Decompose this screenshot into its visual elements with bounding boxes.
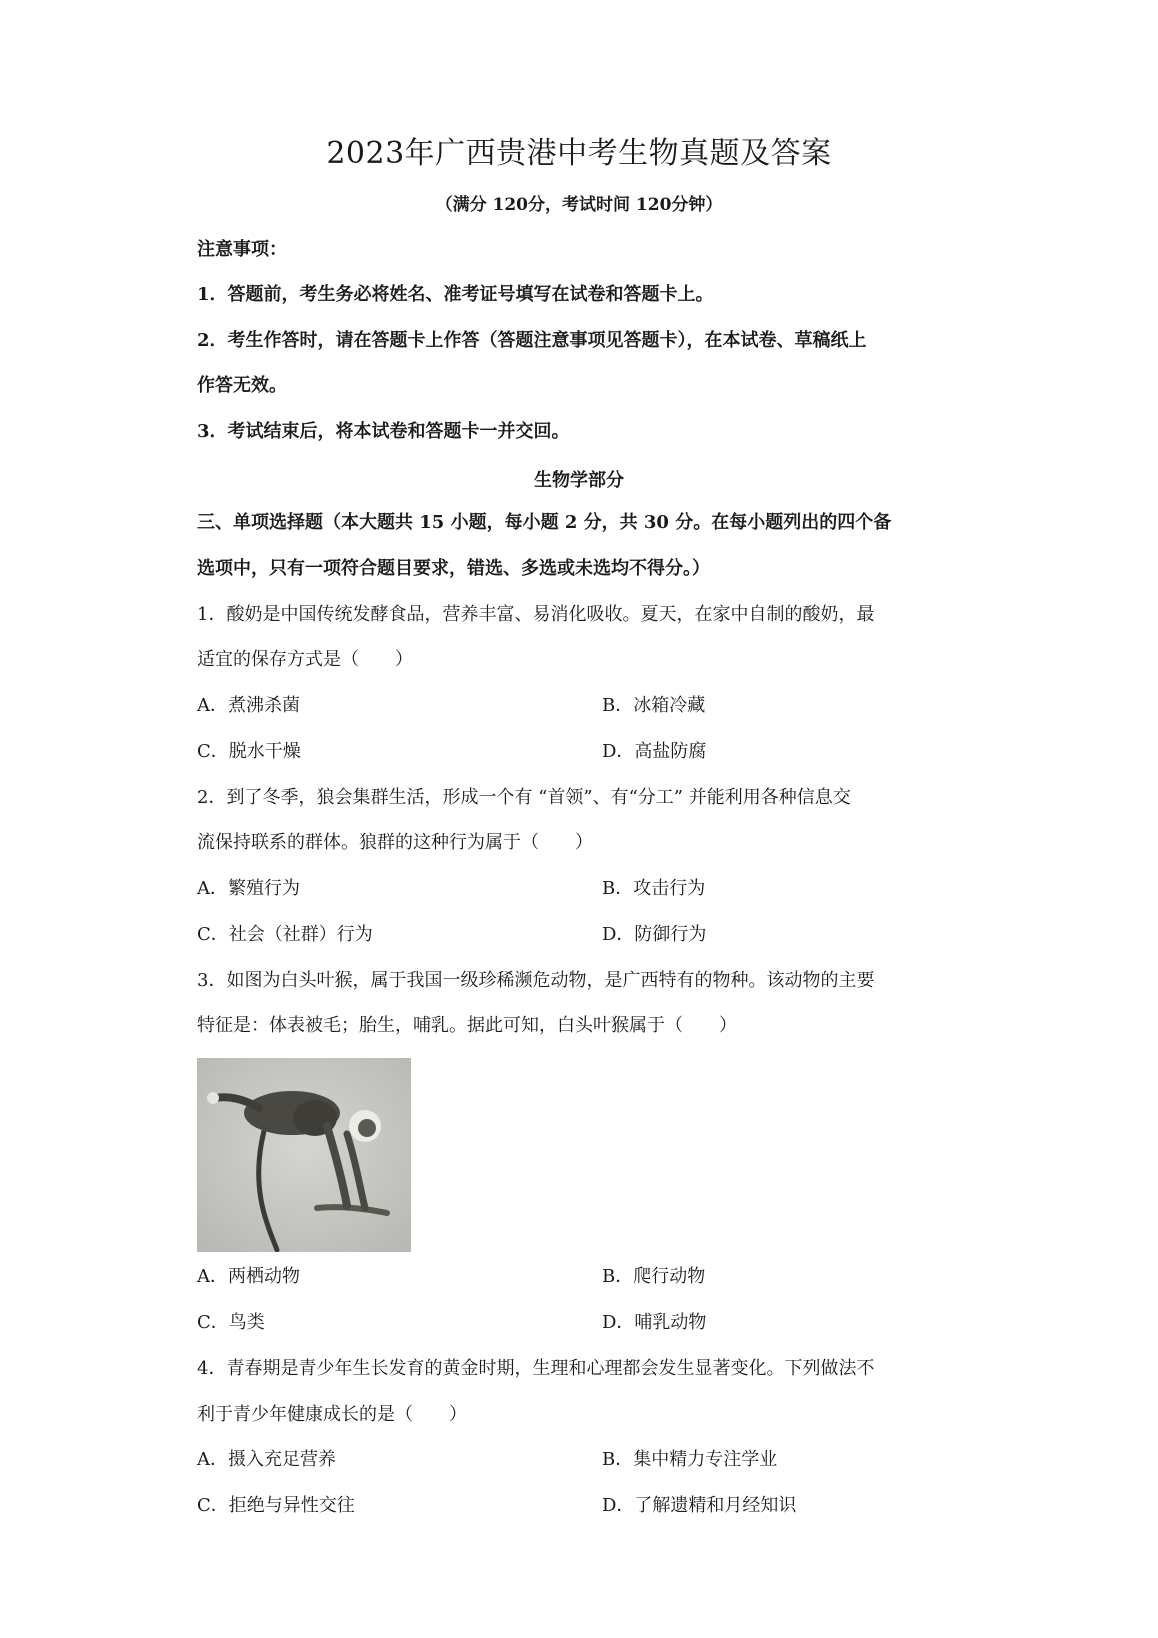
question-1-option-d: D．高盐防腐	[602, 741, 707, 762]
section-title: 生物学部分	[534, 470, 624, 491]
white-headed-langur-photo	[197, 1058, 411, 1252]
question-1-line-2: 适宜的保存方式是（ ）	[197, 649, 413, 670]
section-heading-line-1: 三、单项选择题（本大题共 15 小题，每小题 2 分，共 30 分。在每小题列出的四个备	[197, 512, 892, 533]
question-2-line-1: 2．到了冬季，狼会集群生活，形成一个有 “首领”、有“分工” 并能利用各种信息交	[197, 787, 851, 808]
question-2-option-b: B．攻击行为	[602, 878, 706, 899]
question-3-option-c: C．鸟类	[197, 1312, 265, 1333]
question-2-option-a: A．繁殖行为	[197, 878, 300, 899]
question-1-line-1: 1．酸奶是中国传统发酵食品，营养丰富、易消化吸收。夏天，在家中自制的酸奶，最	[197, 604, 875, 625]
notice-item-1: 1．答题前，考生务必将姓名、准考证号填写在试卷和答题卡上。	[197, 284, 714, 305]
question-3-option-a: A．两栖动物	[197, 1266, 300, 1287]
document-subtitle: （满分 120分，考试时间 120分钟）	[435, 195, 723, 215]
question-2-option-d: D．防御行为	[602, 924, 707, 945]
notice-heading: 注意事项：	[197, 239, 287, 260]
document-title: 2023年广西贵港中考生物真题及答案	[326, 136, 832, 171]
notice-item-3: 3．考试结束后，将本试卷和答题卡一并交回。	[197, 421, 570, 442]
question-4-option-a: A．摄入充足营养	[197, 1449, 336, 1470]
question-2-option-c: C．社会（社群）行为	[197, 924, 373, 945]
question-1-option-c: C．脱水干燥	[197, 741, 301, 762]
question-4-option-c: C．拒绝与异性交往	[197, 1495, 355, 1516]
question-4-line-2: 利于青少年健康成长的是（ ）	[197, 1404, 467, 1425]
question-3-option-b: B．爬行动物	[602, 1266, 706, 1287]
question-1-option-a: A．煮沸杀菌	[197, 695, 300, 716]
question-4-option-d: D．了解遗精和月经知识	[602, 1495, 797, 1516]
question-4-line-1: 4．青春期是青少年生长发育的黄金时期，生理和心理都会发生显著变化。下列做法不	[197, 1358, 875, 1379]
question-3-line-2: 特征是：体表被毛；胎生，哺乳。据此可知，白头叶猴属于（ ）	[197, 1015, 737, 1036]
question-3-option-d: D．哺乳动物	[602, 1312, 707, 1333]
question-2-line-2: 流保持联系的群体。狼群的这种行为属于（ ）	[197, 832, 593, 853]
question-4-option-b: B．集中精力专注学业	[602, 1449, 778, 1470]
notice-item-2-line-2: 作答无效。	[197, 375, 287, 396]
question-3-line-1: 3．如图为白头叶猴，属于我国一级珍稀濒危动物，是广西特有的物种。该动物的主要	[197, 970, 875, 991]
section-heading-line-2: 选项中，只有一项符合题目要求，错选、多选或未选均不得分。）	[197, 558, 710, 579]
question-1-option-b: B．冰箱冷藏	[602, 695, 706, 716]
notice-item-2-line-1: 2．考生作答时，请在答题卡上作答（答题注意事项见答题卡），在本试卷、草稿纸上	[197, 330, 867, 351]
